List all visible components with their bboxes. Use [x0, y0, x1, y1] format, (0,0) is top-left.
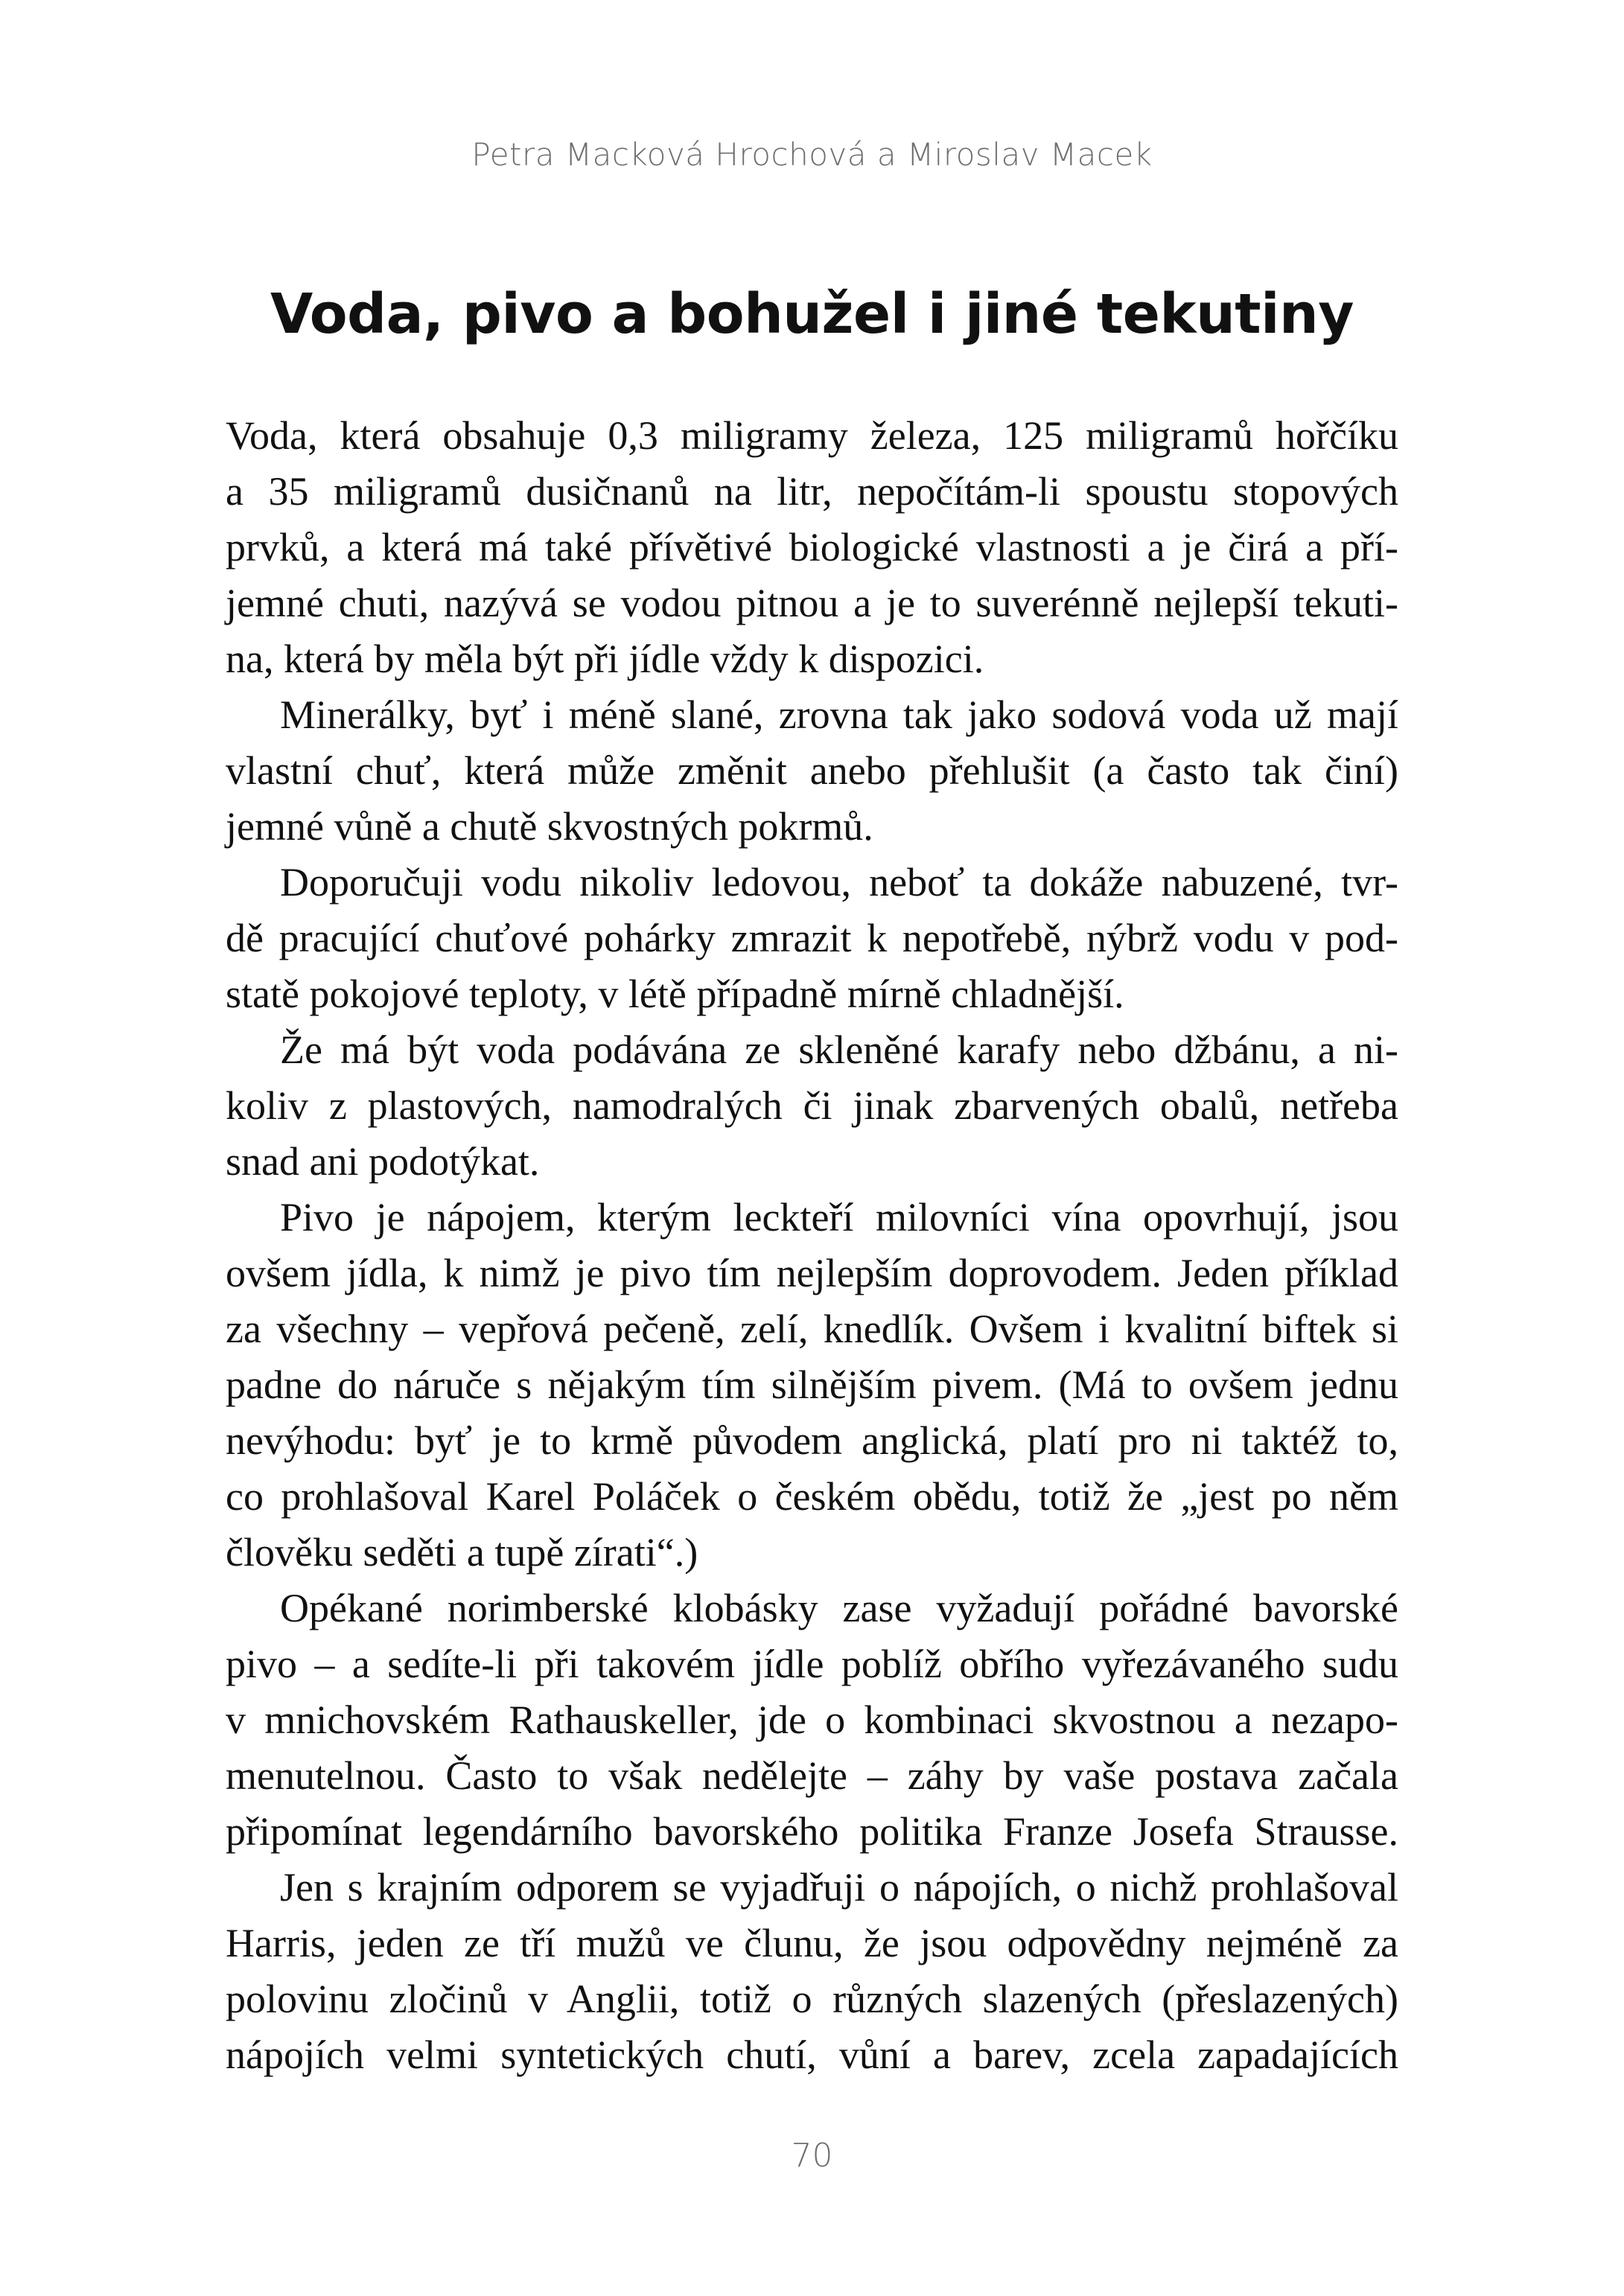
paragraph	[226, 1581, 1398, 1860]
text-line: jemné vůně a chutě skvostných pokrmů.	[226, 804, 873, 849]
text-line: snad ani podotýkat.	[226, 1139, 540, 1184]
body-text	[226, 408, 1398, 2083]
text-line: připomínat legendárního bavorského politika Franze Josefa Strausse.	[226, 1809, 1398, 1854]
text-line: pivo – a sedíte-li při takovém jídle poblíž obřího vyřezávaného sudu	[226, 1642, 1398, 1686]
text-line: nápojích velmi syntetických chutí, vůní a barev, zcela zapadajících	[226, 2032, 1398, 2077]
paragraph	[226, 1860, 1398, 2083]
text-line: na, která by měla být při jídle vždy k dispozici.	[226, 637, 984, 681]
text-line: a 35 miligramů dusičnanů na litr, nepočítám-li spoustu stopových	[226, 469, 1398, 514]
text-line: Minerálky, byť i méně slané, zrovna tak jako sodová voda už mají	[280, 692, 1398, 737]
text-line: Harris, jeden ze tří mužů ve člunu, že jsou odpovědny nejméně za	[226, 1921, 1398, 1965]
text-line: Jen s krajním odporem se vyjadřuji o nápojích, o nichž prohlašoval	[280, 1865, 1398, 1910]
paragraph	[226, 687, 1398, 855]
text-line: vlastní chuť, která může změnit anebo přehlušit (a často tak činí)	[226, 748, 1398, 793]
paragraph	[226, 855, 1398, 1022]
text-line: prvků, a která má také přívětivé biologické vlastnosti a je čirá a pří-	[226, 525, 1398, 570]
text-line: koliv z plastových, namodralých či jinak zbarvených obalů, netřeba	[226, 1083, 1398, 1128]
running-header: Petra Macková Hrochová a Miroslav Macek	[471, 136, 1153, 173]
text-line: jemné chuti, nazývá se vodou pitnou a je to suverénně nejlepší tekuti-	[226, 581, 1398, 625]
text-line: co prohlašoval Karel Poláček o českém obědu, totiž že „jest po něm	[226, 1474, 1398, 1519]
text-line: ovšem jídla, k nimž je pivo tím nejlepším doprovodem. Jeden příklad	[226, 1251, 1398, 1295]
paragraph	[226, 1022, 1398, 1190]
page-number: 70	[791, 2137, 833, 2175]
text-line: Pivo je nápojem, kterým leckteří milovníci vína opovrhují, jsou	[280, 1195, 1398, 1240]
paragraph	[226, 408, 1398, 687]
text-line: dě pracující chuťové pohárky zmrazit k nepotřebě, nýbrž vodu v pod-	[226, 916, 1398, 960]
paragraph	[226, 1190, 1398, 1581]
text-line: statě pokojové teploty, v létě případně mírně chladnější.	[226, 972, 1124, 1016]
text-line: Doporučuji vodu nikoliv ledovou, neboť ta dokáže nabuzené, tvr-	[280, 860, 1398, 905]
text-line: polovinu zločinů v Anglii, totiž o různých slazených (přeslazených)	[226, 1977, 1398, 2021]
text-line: Opékané norimberské klobásky zase vyžadují pořádné bavorské	[280, 1586, 1398, 1630]
chapter-title: Voda, pivo a bohužel i jiné tekutiny	[270, 282, 1354, 346]
text-line: Že má být voda podávána ze skleněné karafy nebo džbánu, a ni-	[280, 1027, 1398, 1072]
text-line: padne do náruče s nějakým tím silnějším pivem. (Má to ovšem jednu	[226, 1362, 1398, 1407]
text-line: za všechny – vepřová pečeně, zelí, knedlík. Ovšem i kvalitní biftek si	[226, 1307, 1398, 1351]
text-line: Voda, která obsahuje 0,3 miligramy železa, 125 miligramů hořčíku	[226, 413, 1398, 458]
text-line: člověku seděti a tupě zírati“.)	[226, 1530, 698, 1575]
text-line: nevýhodu: byť je to krmě původem anglická, platí pro ni taktéž to,	[226, 1418, 1398, 1463]
text-line: v mnichovském Rathauskeller, jde o kombinaci skvostnou a nezapo-	[226, 1697, 1398, 1742]
text-line: menutelnou. Často to však nedělejte – záhy by vaše postava začala	[226, 1753, 1398, 1798]
